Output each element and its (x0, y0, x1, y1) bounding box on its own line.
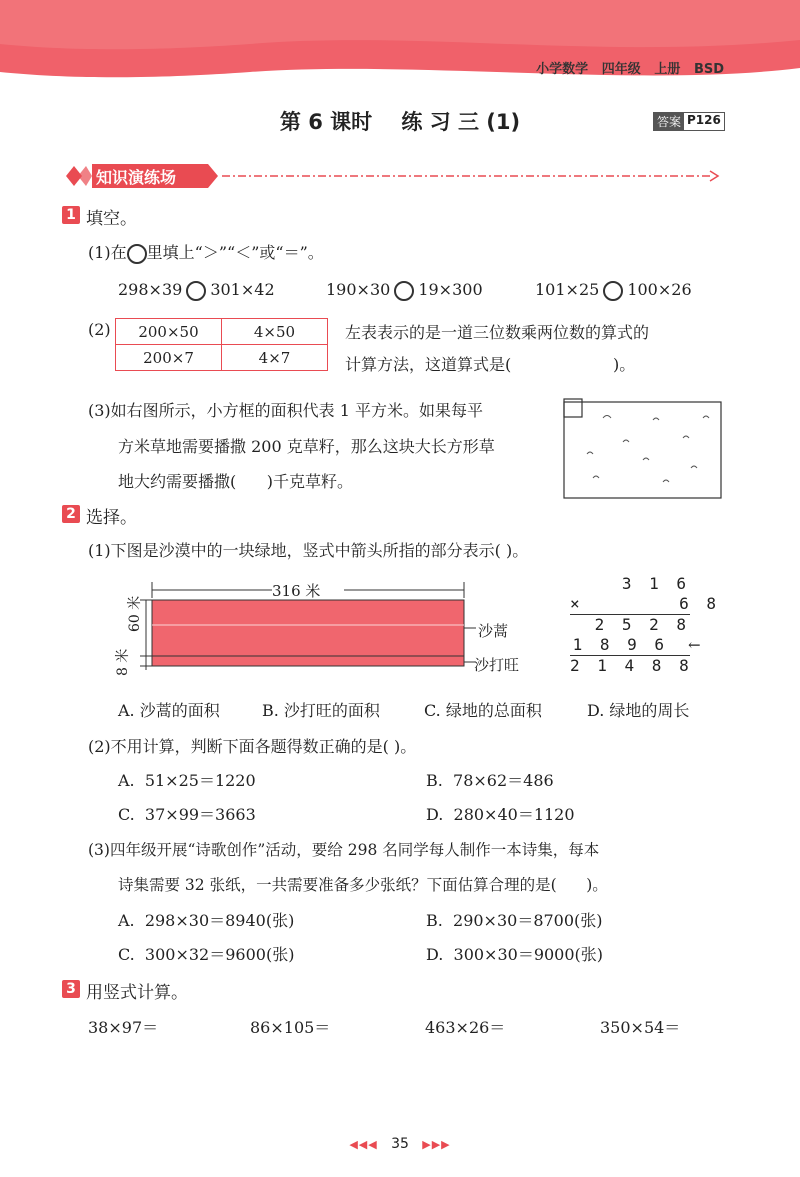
q1-p2-table (115, 318, 328, 371)
table-cell: 4×50 (222, 319, 328, 345)
q2-p2-option-b[interactable]: B. 78×62＝486 (426, 771, 554, 790)
compare-circle[interactable] (603, 281, 623, 301)
q2-p1-question: (1)下图是沙漠中的一块绿地，竖式中箭头所指的部分表示( )。 (88, 541, 529, 560)
q2-p1-option-b[interactable]: B. 沙打旺的面积 (262, 701, 380, 720)
answer-badge (653, 112, 725, 131)
width-label: 316 米 (272, 582, 321, 600)
circle-icon (127, 244, 147, 264)
vertical-calculation (570, 574, 720, 676)
q1-heading: 填空。 (86, 209, 137, 229)
q1-number: 1 (62, 206, 80, 224)
compare-circle[interactable] (394, 281, 414, 301)
q2-p1-option-d[interactable]: D. 绿地的周长 (587, 701, 690, 720)
q2-heading: 选择。 (86, 508, 137, 528)
q2-p1-option-c[interactable]: C. 绿地的总面积 (424, 701, 542, 720)
calc-row: 1 8 9 6 (570, 635, 690, 656)
q3-item-2: 86×105＝ (250, 1018, 331, 1037)
desert-diagram (112, 578, 532, 678)
q2-p2-option-d[interactable]: D. 280×40＝1120 (426, 805, 575, 824)
arrow-left-icon: ← (688, 636, 701, 654)
q1-p2-line1: 左表表示的是一道三位数乘两位数的算式的 (345, 323, 650, 342)
height-label-b: 8 米 (115, 648, 131, 676)
q3-item-1: 38×97＝ (88, 1018, 159, 1037)
q1-p3-line1: (3)如右图所示，小方框的面积代表 1 平方米。如果每平 (88, 401, 484, 420)
label-shadawang: 沙打旺 (474, 656, 520, 674)
right-arrows-icon: ▶▶▶ (422, 1138, 451, 1151)
table-cell: 200×7 (116, 345, 222, 371)
header-edition: BSD (693, 62, 724, 77)
answer-label: 答案 (654, 113, 684, 130)
compare-left: 101×25 (535, 280, 600, 299)
q2-p3-option-c[interactable]: C. 300×32＝9600(张) (118, 945, 295, 964)
footer (0, 1136, 800, 1152)
calc-row: × 6 8 (570, 594, 720, 613)
q2-p2-option-c[interactable]: C. 37×99＝3663 (118, 805, 256, 824)
q2-p2-option-a[interactable]: A. 51×25＝1220 (118, 771, 256, 790)
q2-p3-option-b[interactable]: B. 290×30＝8700(张) (426, 911, 603, 930)
grass-field-figure (563, 398, 723, 500)
q1-p1-text-b: 里填上“＞”“＜”或“＝”。 (146, 243, 324, 262)
calc-row: 2 1 4 8 8 (570, 656, 693, 675)
table-cell: 200×50 (116, 319, 222, 345)
calc-row: 3 1 6 (621, 574, 690, 593)
label-shahao: 沙蒿 (478, 622, 509, 640)
q2-p1-option-a[interactable]: A. 沙蒿的面积 (118, 701, 220, 720)
page-title: 第 6 课时 练 习 三 (1) (279, 110, 521, 134)
compare-right: 19×300 (418, 280, 483, 299)
height-label-a: 60 米 (127, 595, 143, 632)
compare-right: 301×42 (210, 280, 275, 299)
page-number: 35 (391, 1136, 409, 1152)
q3-item-4: 350×54＝ (600, 1018, 681, 1037)
q2-p3-line2: 诗集需要 32 张纸，一共需要准备多少张纸？下面估算合理的是( )。 (118, 876, 608, 894)
header-grade: 四年级 (601, 62, 641, 77)
q2-p3-line1: (3)四年级开展“诗歌创作”活动，要给 298 名同学每人制作一本诗集，每本 (88, 841, 600, 859)
q3-heading: 用竖式计算。 (86, 983, 188, 1003)
q2-p2-question: (2)不用计算，判断下面各题得数正确的是( )。 (88, 737, 417, 756)
compare-left: 190×30 (326, 280, 391, 299)
q3-number: 3 (62, 980, 80, 998)
q1-p1-text-a: (1)在 (88, 243, 127, 262)
q1-p1-instruction (88, 240, 324, 264)
table-cell: 4×7 (222, 345, 328, 371)
q1-p1-item-1 (118, 280, 275, 301)
header-series: 小学数学 (536, 62, 589, 77)
q1-p3-line3: 地大约需要播撒( )千克草籽。 (118, 472, 354, 491)
header-volume: 上册 (654, 62, 681, 77)
q3-item-3: 463×26＝ (425, 1018, 506, 1037)
section-banner-text: 知识演练场 (96, 168, 177, 187)
compare-circle[interactable] (186, 281, 206, 301)
q1-p1-item-3 (535, 280, 692, 301)
left-arrows-icon: ◀◀◀ (349, 1138, 378, 1151)
q1-p2-label: (2) (88, 320, 111, 339)
q1-p3-line2: 方米草地需要播撒 200 克草籽，那么这块大长方形草 (118, 437, 495, 456)
q1-p1-item-2 (326, 280, 483, 301)
answer-page: P126 (687, 113, 721, 127)
q2-p3-option-d[interactable]: D. 300×30＝9000(张) (426, 945, 604, 964)
q2-p3-option-a[interactable]: A. 298×30＝8940(张) (118, 911, 295, 930)
compare-right: 100×26 (627, 280, 692, 299)
header-meta (536, 58, 724, 77)
compare-left: 298×39 (118, 280, 183, 299)
calc-row: 2 5 2 8 (594, 615, 690, 634)
q2-number: 2 (62, 505, 80, 523)
q1-p2-line2: 计算方法，这道算式是( )。 (345, 355, 636, 374)
